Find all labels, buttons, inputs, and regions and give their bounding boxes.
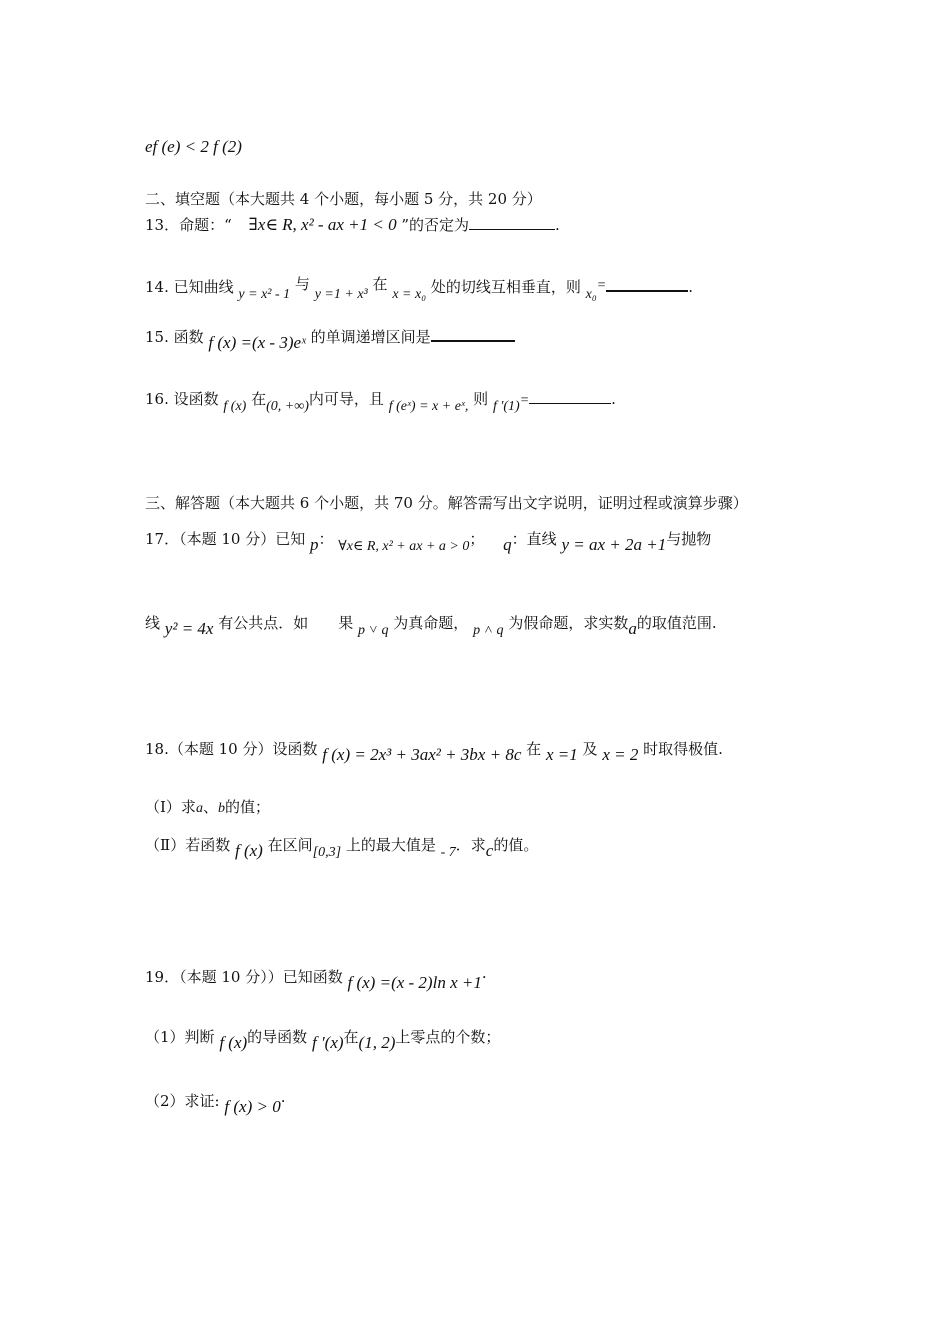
q18-part2-label: （Ⅱ）若函数 xyxy=(145,836,231,854)
q14-end: . xyxy=(688,278,693,296)
q18-part1-b: b xyxy=(217,801,225,816)
q16-mid1: 在 xyxy=(251,390,267,408)
top-formula: ef (e) < 2 f (2) xyxy=(145,137,242,156)
question-15 xyxy=(145,326,515,352)
q19-part2-label: （2）求证: xyxy=(145,1092,220,1110)
q17-line: y = ax + 2a +1 xyxy=(561,535,667,554)
q17-mid: 有公共点．如 果 xyxy=(218,614,354,632)
q16-eq: = xyxy=(519,393,530,408)
q14-curve1: y = x² - 1 xyxy=(238,287,291,302)
q15-label: 15. 函数 xyxy=(145,328,204,346)
question-14 xyxy=(145,276,693,300)
q13-end: . xyxy=(555,216,560,234)
q17-p-or-q: p ˅ q xyxy=(358,623,389,638)
q16-answer-blank xyxy=(529,389,611,404)
q17-end: 的取值范围. xyxy=(636,614,717,632)
q19-label: 19．（本题 10 分））已知函数 xyxy=(145,968,343,986)
q19-part1-interval: (1, 2) xyxy=(358,1033,396,1052)
q17-q: q xyxy=(503,535,512,554)
q18-part1-label: （Ⅰ）求 xyxy=(145,798,196,816)
q19-part2-formula: f (x) > 0 xyxy=(224,1097,281,1116)
q18-part1-end: 的值； xyxy=(224,798,270,816)
question-19-part1 xyxy=(145,1026,501,1052)
q19-part1-mid: 的导函数 xyxy=(247,1028,308,1046)
q14-curve2: y =1 + x³ xyxy=(314,287,368,302)
q19-part2-dot: · xyxy=(280,1092,286,1110)
q18-mid2: 及 xyxy=(582,740,598,758)
question-19-part2 xyxy=(145,1090,286,1116)
q17-p: p xyxy=(310,535,319,554)
q16-label: 16. 设函数 xyxy=(145,390,219,408)
q17-mid2: 为真命题， xyxy=(393,614,469,632)
q19-part1-end: 上零点的个数； xyxy=(395,1028,501,1046)
q16-interval: (0, +∞) xyxy=(266,399,309,414)
q18-tail: 时取得极值. xyxy=(643,740,723,758)
section2-heading: 二、填空题（本大题共 4 个小题，每小题 5 分，共 20 分） xyxy=(145,190,542,208)
q16-f: f (x) xyxy=(223,399,247,414)
q19-formula: f (x) =(x - 2)ln x +1 xyxy=(347,973,482,992)
q18-x1: x =1 xyxy=(545,745,578,764)
top-formula-line xyxy=(145,136,242,158)
q17-tail1: 与抛物 xyxy=(666,530,712,548)
q18-part2-f: f (x) xyxy=(234,841,263,860)
q15-formula: f (x) =(x - 3)eˣ xyxy=(208,333,306,352)
q19-part1-label: （1）判断 xyxy=(145,1028,215,1046)
q17-parabola: y² = 4x xyxy=(164,619,214,638)
q14-var: x₀ xyxy=(585,287,597,302)
question-19 xyxy=(145,966,487,992)
q14-label: 14. 已知曲线 xyxy=(145,278,234,296)
question-13 xyxy=(145,214,560,236)
q15-tail: 的单调递增区间是 xyxy=(310,328,431,346)
q18-x2: x = 2 xyxy=(602,745,639,764)
q17-p-and-q: p ˄ q xyxy=(473,623,504,638)
q18-mid1: 在 xyxy=(526,740,542,758)
question-18-part2 xyxy=(145,834,538,858)
q16-mid3: 则 xyxy=(473,390,489,408)
q17-mid3: 为假命题，求实数 xyxy=(508,614,629,632)
q16-mid2: 内可导，且 xyxy=(308,390,384,408)
q16-end: . xyxy=(611,390,616,408)
q14-point: x = x₀ xyxy=(392,287,427,302)
q14-tail: 处的切线互相垂直，则 xyxy=(430,278,581,296)
q14-mid2: 在 xyxy=(372,275,388,293)
question-18-part1 xyxy=(145,796,270,820)
q17-condition-p: ∀x∈ R, x² + ax + a > 0 xyxy=(338,539,470,554)
q13-label: 13．命题：“ xyxy=(145,216,232,234)
q19-part1-f: f (x) xyxy=(219,1033,248,1052)
q17-a: a xyxy=(628,619,637,638)
q16-condition: f (eˣ) = x + eˣ, xyxy=(388,399,469,414)
q15-answer-blank xyxy=(431,326,515,342)
q14-eq: = xyxy=(596,278,607,293)
q18-part2-end: 的值。 xyxy=(493,836,539,854)
q13-tail: ”的否定为 xyxy=(401,216,470,234)
q19-dot: · xyxy=(481,968,487,986)
q18-label: 18.（本题 10 分）设函数 xyxy=(145,740,318,758)
q19-part1-fp: f ′(x) xyxy=(311,1033,344,1052)
q16-ask: f ′(1) xyxy=(492,399,520,414)
q17-line2-start: 线 xyxy=(145,614,161,632)
question-17-line2 xyxy=(145,612,717,636)
q17-colon1: ： xyxy=(318,530,334,548)
q19-part1-mid2: 在 xyxy=(343,1028,359,1046)
q17-semicolon: ； xyxy=(469,530,485,548)
q18-part2-mid2: 上的最大值是 xyxy=(345,836,436,854)
question-16 xyxy=(145,388,616,412)
q18-part2-interval: [0,3] xyxy=(312,845,342,860)
q14-mid1: 与 xyxy=(294,275,310,293)
q18-part1-sep: 、 xyxy=(202,798,218,816)
q13-formula: ∃x∈ R, x² - ax +1 < 0 xyxy=(248,215,397,234)
question-18 xyxy=(145,738,723,764)
q18-part2-val: - 7 xyxy=(440,845,456,860)
question-17-line1 xyxy=(145,528,711,552)
q18-part1-a: a xyxy=(195,801,203,816)
q18-part2-mid3: ．求 xyxy=(455,836,486,854)
q18-part2-mid: 在区间 xyxy=(267,836,313,854)
q18-formula: f (x) = 2x³ + 3ax² + 3bx + 8c xyxy=(322,745,522,764)
q18-part2-c: c xyxy=(485,841,494,860)
q17-label: 17．（本题 10 分）已知 xyxy=(145,530,306,548)
q13-answer-blank xyxy=(469,215,555,230)
q14-answer-blank xyxy=(606,276,688,292)
q17-colon2: ：直线 xyxy=(511,530,557,548)
section3-heading: 三、解答题（本大题共 6 个小题，共 70 分。解答需写出文字说明，证明过程或演算步骤） xyxy=(145,494,748,512)
